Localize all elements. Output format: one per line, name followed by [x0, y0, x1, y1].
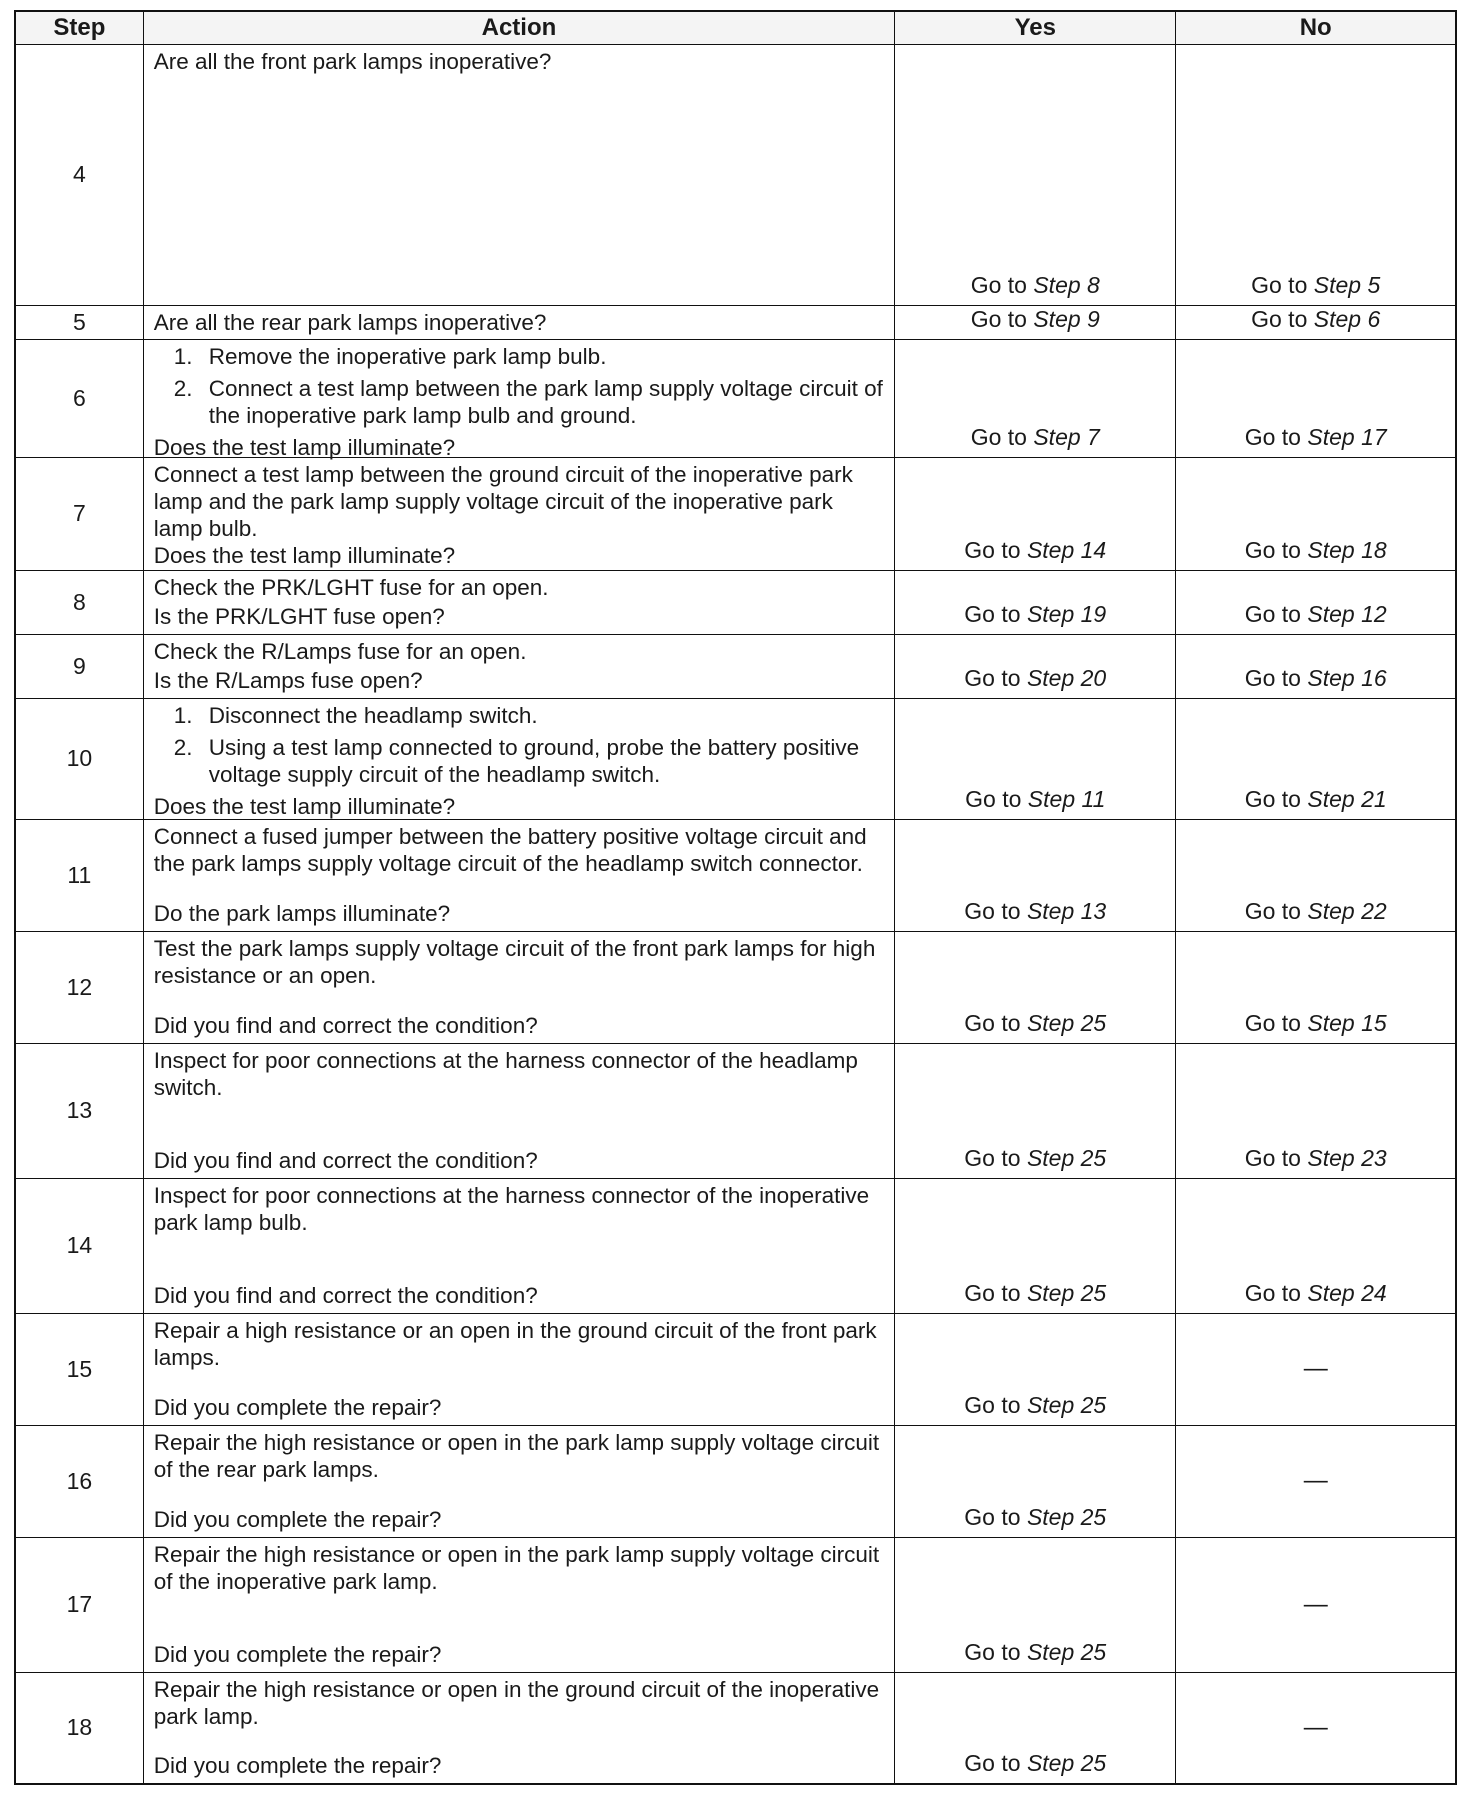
- action-text: Test the park lamps supply voltage circuit of the front park lamps for high resistance or an open.: [153, 935, 876, 988]
- action-cell: [143, 819, 894, 931]
- action-content: [154, 820, 884, 931]
- diagnostic-table: [14, 10, 1457, 1785]
- action-content: [154, 571, 884, 634]
- goto-step-link[interactable]: Step 13: [1026, 897, 1107, 924]
- goto-prefix: Go to: [964, 536, 1021, 563]
- step-number: 9: [15, 634, 143, 698]
- step-number: 10: [15, 698, 143, 819]
- item-text: Disconnect the headlamp switch.: [208, 702, 538, 728]
- action-question: Is the PRK/LGHT fuse open?: [153, 603, 445, 629]
- yes-header: Yes: [895, 11, 1176, 45]
- action-instructions: [154, 1044, 884, 1101]
- action-content: [153, 340, 884, 460]
- no-result: [1176, 45, 1456, 306]
- action-text: Repair the high resistance or open in the park lamp supply voltage circuit of the inoperative park lamp.: [153, 1541, 880, 1594]
- action-question: [154, 301, 884, 305]
- yes-result: [895, 1537, 1176, 1672]
- goto-step-link[interactable]: Step 21: [1307, 785, 1387, 812]
- action-instructions: [154, 1673, 884, 1730]
- table-row: [15, 45, 1456, 306]
- goto-step-link[interactable]: Step 5: [1313, 271, 1381, 298]
- step-number: 15: [15, 1313, 143, 1425]
- action-instructions: [154, 1314, 884, 1371]
- action-question: Do the park lamps illuminate?: [153, 900, 451, 926]
- goto-step-link[interactable]: Step 25: [1026, 1009, 1107, 1036]
- table-row: [15, 1537, 1456, 1672]
- step-number: 8: [15, 570, 143, 634]
- goto-step-link[interactable]: Step 14: [1026, 536, 1107, 563]
- yes-result: [895, 45, 1176, 306]
- goto-step-link[interactable]: Step 12: [1307, 600, 1387, 627]
- step-number: 12: [15, 931, 143, 1043]
- action-cell: [143, 1313, 894, 1425]
- action-instructions: [154, 1426, 884, 1483]
- no-result: [1176, 305, 1456, 339]
- goto-prefix: Go to: [964, 1638, 1021, 1665]
- goto-prefix: Go to: [970, 423, 1027, 450]
- no-header: No: [1176, 11, 1456, 45]
- action-cell: [143, 1043, 894, 1178]
- goto-prefix: Go to: [1244, 785, 1301, 812]
- goto-prefix: Go to: [1244, 897, 1301, 924]
- no-result: [1176, 819, 1456, 931]
- no-result: [1176, 931, 1456, 1043]
- action-text: Check the R/Lamps fuse for an open.: [153, 638, 527, 664]
- action-question: Did you find and correct the condition?: [153, 1282, 538, 1308]
- goto-step-link[interactable]: Step 24: [1307, 1279, 1387, 1306]
- action-instructions: [154, 45, 884, 75]
- item-text: Connect a test lamp between the park lamp supply voltage circuit of the inoperative park lamp bulb and ground.: [208, 375, 883, 428]
- goto-prefix: Go to: [970, 305, 1027, 332]
- action-question: Does the test lamp illuminate?: [153, 542, 456, 568]
- goto-prefix: Go to: [965, 785, 1022, 812]
- action-instructions: [154, 932, 884, 989]
- goto-step-link[interactable]: Step 23: [1307, 1144, 1387, 1171]
- yes-result: [895, 457, 1176, 570]
- goto-prefix: Go to: [1244, 664, 1301, 691]
- action-cell: [143, 931, 894, 1043]
- action-content: [154, 699, 884, 819]
- action-question: Did you complete the repair?: [153, 1506, 442, 1532]
- step-number: 18: [15, 1672, 143, 1784]
- action-question: Did you find and correct the condition?: [153, 1147, 538, 1173]
- no-result: [1176, 1043, 1456, 1178]
- table-row: [15, 1425, 1456, 1537]
- header-row: [15, 11, 1456, 45]
- numbered-item: [154, 343, 884, 370]
- action-text: Repair a high resistance or an open in the ground circuit of the front park lamps.: [153, 1317, 877, 1370]
- action-content: [154, 1673, 884, 1784]
- no-result: [1176, 698, 1456, 819]
- action-instructions: [154, 340, 884, 434]
- goto-step-link[interactable]: Step 9: [1033, 305, 1100, 332]
- numbered-item: [154, 702, 884, 729]
- goto-step-link[interactable]: Step 16: [1307, 664, 1387, 691]
- goto-step-link[interactable]: Step 25: [1026, 1638, 1107, 1665]
- action-question: Did you complete the repair?: [153, 1394, 442, 1420]
- goto-prefix: Go to: [1244, 1144, 1301, 1171]
- numbered-item: [154, 734, 884, 788]
- goto-prefix: Go to: [1244, 600, 1301, 627]
- goto-step-link[interactable]: Step 11: [1027, 785, 1106, 812]
- action-content: [154, 1179, 884, 1313]
- goto-prefix: Go to: [1251, 271, 1308, 298]
- step-number: 5: [15, 305, 143, 339]
- yes-result: [895, 1043, 1176, 1178]
- yes-result: [895, 1425, 1176, 1537]
- goto-step-link[interactable]: Step 22: [1307, 897, 1387, 924]
- action-cell: [143, 45, 894, 306]
- yes-result: [895, 819, 1176, 931]
- action-text: Connect a fused jumper between the battery positive voltage circuit and the park lamps supply voltage circuit of the headlamp switch connector.: [153, 823, 867, 876]
- goto-prefix: Go to: [1244, 536, 1301, 563]
- yes-result: [895, 634, 1176, 698]
- goto-prefix: Go to: [964, 1750, 1021, 1776]
- goto-step-link[interactable]: Step 15: [1307, 1009, 1387, 1036]
- action-instructions: [154, 571, 884, 601]
- item-number: 1.: [173, 343, 193, 369]
- goto-step-link[interactable]: Step 25: [1026, 1144, 1107, 1171]
- item-text: Remove the inoperative park lamp bulb.: [208, 343, 607, 369]
- action-cell: [143, 1672, 894, 1784]
- table-body: [15, 45, 1456, 1785]
- yes-result: [895, 339, 1176, 457]
- action-text: Connect a test lamp between the ground circuit of the inoperative park lamp and the park lamp supply voltage circuit of the inoperative park lamp bulb.: [153, 461, 853, 541]
- table-row: [15, 1043, 1456, 1178]
- step-number: 7: [15, 457, 143, 570]
- table-row: [15, 1313, 1456, 1425]
- step-number: 13: [15, 1043, 143, 1178]
- action-header: Action: [143, 11, 894, 45]
- goto-prefix: Go to: [964, 664, 1021, 691]
- step-number: 14: [15, 1178, 143, 1313]
- action-instructions: [154, 458, 884, 542]
- action-cell: [143, 1178, 894, 1313]
- goto-step-link[interactable]: Step 20: [1026, 664, 1107, 691]
- no-result: [1176, 570, 1456, 634]
- action-instructions: [154, 1538, 884, 1595]
- no-result: [1176, 339, 1456, 457]
- action-question: Did you complete the repair?: [153, 1753, 442, 1778]
- step-number: 16: [15, 1425, 143, 1537]
- action-instructions: [154, 699, 884, 793]
- action-text: Check the PRK/LGHT fuse for an open.: [153, 574, 549, 600]
- step-number: 11: [15, 819, 143, 931]
- item-text: Using a test lamp connected to ground, probe the battery positive voltage supply circuit of the headlamp switch.: [208, 734, 860, 787]
- action-text: Repair the high resistance or open in the ground circuit of the inoperative park lamp.: [153, 1676, 880, 1729]
- goto-step-link[interactable]: Step 18: [1307, 536, 1387, 563]
- table-row: [15, 305, 1456, 339]
- goto-step-link[interactable]: Step 6: [1313, 305, 1381, 332]
- action-text: Inspect for poor connections at the harness connector of the headlamp switch.: [153, 1047, 858, 1100]
- yes-result: [895, 1313, 1176, 1425]
- no-result: [1176, 1178, 1456, 1313]
- goto-step-link[interactable]: Step 8: [1033, 271, 1100, 298]
- action-content: [154, 458, 884, 570]
- goto-prefix: Go to: [1244, 423, 1301, 450]
- goto-prefix: Go to: [964, 1503, 1021, 1530]
- no-result: [1176, 457, 1456, 570]
- action-cell: [143, 634, 894, 698]
- action-cell: [143, 570, 894, 634]
- table-row: [15, 698, 1456, 819]
- action-content: [154, 1538, 884, 1672]
- step-header: Step: [15, 11, 143, 45]
- goto-prefix: Go to: [964, 1144, 1021, 1171]
- goto-step-link[interactable]: Step 25: [1026, 1503, 1107, 1530]
- no-result-dash: —: [1176, 1672, 1456, 1784]
- action-cell: [143, 339, 894, 460]
- item-number: 1.: [173, 702, 193, 728]
- goto-prefix: Go to: [964, 1391, 1021, 1418]
- action-content: [154, 1314, 884, 1425]
- goto-step-link[interactable]: Step 17: [1307, 423, 1387, 450]
- action-content: [154, 1426, 884, 1537]
- table-row: [15, 819, 1456, 931]
- goto-step-link[interactable]: Step 19: [1026, 600, 1107, 627]
- action-question: Did you complete the repair?: [153, 1641, 442, 1667]
- action-cell: [143, 1425, 894, 1537]
- goto-prefix: Go to: [964, 1279, 1021, 1306]
- goto-prefix: Go to: [964, 600, 1021, 627]
- item-number: 2.: [173, 375, 193, 401]
- goto-prefix: Go to: [1251, 305, 1308, 332]
- goto-step-link[interactable]: Step 25: [1026, 1750, 1107, 1776]
- action-content: [154, 306, 884, 339]
- goto-step-link[interactable]: Step 25: [1026, 1391, 1107, 1418]
- action-instructions: [154, 820, 884, 877]
- action-content: [154, 635, 884, 698]
- action-instructions: [154, 306, 884, 336]
- step-number: 6: [15, 339, 143, 457]
- action-question: Does the test lamp illuminate?: [153, 434, 456, 460]
- goto-prefix: Go to: [1244, 1009, 1301, 1036]
- action-cell: [143, 457, 894, 570]
- action-question: Is the R/Lamps fuse open?: [153, 667, 423, 693]
- yes-result: [895, 305, 1176, 339]
- goto-step-link[interactable]: Step 25: [1026, 1279, 1107, 1306]
- action-content: [154, 1044, 884, 1178]
- yes-result: [895, 570, 1176, 634]
- action-text: Are all the rear park lamps inoperative?: [153, 309, 547, 335]
- action-cell: [143, 698, 894, 819]
- no-result-dash: —: [1176, 1425, 1456, 1537]
- yes-result: [895, 1672, 1176, 1784]
- action-content: [154, 45, 884, 305]
- goto-prefix: Go to: [964, 897, 1021, 924]
- action-cell: [143, 1537, 894, 1672]
- action-text: Are all the front park lamps inoperative?: [153, 49, 552, 74]
- table-row: [15, 339, 1456, 457]
- table-row: [15, 634, 1456, 698]
- action-instructions: [154, 1179, 884, 1236]
- table-row: [15, 1672, 1456, 1784]
- step-number: 4: [15, 45, 143, 306]
- action-content: [154, 932, 884, 1043]
- goto-prefix: Go to: [970, 271, 1027, 298]
- action-cell: [143, 305, 894, 339]
- goto-prefix: Go to: [1244, 1279, 1301, 1306]
- action-instructions: [154, 635, 884, 665]
- table-row: [15, 931, 1456, 1043]
- step-number: 17: [15, 1537, 143, 1672]
- table-row: [15, 570, 1456, 634]
- table-row: [15, 457, 1456, 570]
- no-result: [1176, 634, 1456, 698]
- action-text: Inspect for poor connections at the harness connector of the inoperative park lamp bulb.: [153, 1182, 870, 1235]
- action-text: Repair the high resistance or open in the park lamp supply voltage circuit of the rear park lamps.: [153, 1429, 880, 1482]
- goto-prefix: Go to: [964, 1009, 1021, 1036]
- goto-step-link[interactable]: Step 7: [1033, 423, 1100, 450]
- no-result-dash: —: [1176, 1537, 1456, 1672]
- action-question: Does the test lamp illuminate?: [153, 793, 456, 819]
- yes-result: [895, 931, 1176, 1043]
- yes-result: [895, 1178, 1176, 1313]
- action-question: Did you find and correct the condition?: [153, 1012, 538, 1038]
- no-result-dash: —: [1176, 1313, 1456, 1425]
- item-number: 2.: [173, 734, 193, 760]
- yes-result: [895, 698, 1176, 819]
- table-row: [15, 1178, 1456, 1313]
- numbered-item: [154, 375, 884, 429]
